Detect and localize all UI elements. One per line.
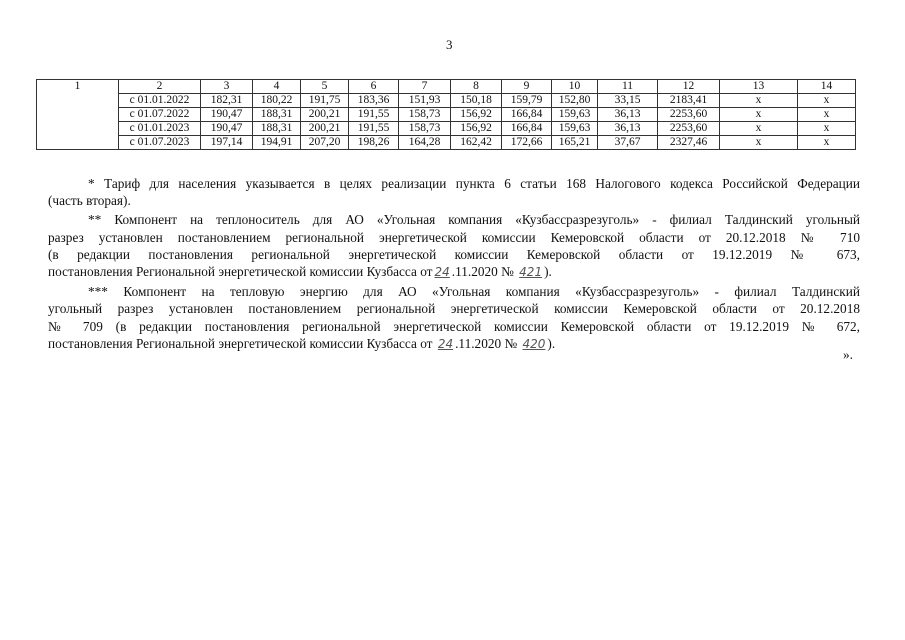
table-row [37,94,856,108]
tariff-table [36,79,856,150]
table-cell: с 01.01.2022 [119,94,201,108]
table-cell: 190,47 [201,122,253,136]
footnote-line [48,335,860,353]
table-cell: 3 [201,80,253,94]
table-cell: 158,73 [399,122,451,136]
table-cell: 2253,60 [658,122,720,136]
table-cell: 9 [502,80,552,94]
table-cell: 159,63 [552,122,598,136]
table-cell: 166,84 [502,122,552,136]
table-cell: 10 [552,80,598,94]
table-cell: 191,55 [349,108,399,122]
table-cell: 37,67 [598,136,658,150]
table-cell: x [798,122,856,136]
table-cell [37,122,119,136]
table-cell: 7 [399,80,451,94]
table-cell: 36,13 [598,122,658,136]
footnote-2 [48,211,860,281]
table-cell: 197,14 [201,136,253,150]
table-cell: 2327,46 [658,136,720,150]
table-cell: 198,26 [349,136,399,150]
table-cell [37,108,119,122]
table-cell: 194,91 [253,136,301,150]
handwritten-number: 421 [519,265,543,280]
table-cell: 165,21 [552,136,598,150]
table-cell: 200,21 [301,108,349,122]
handwritten-day: 24 [434,265,450,280]
table-cell: 158,73 [399,108,451,122]
text: постановления Региональной энергетической комиссии Кузбасса от [48,335,433,351]
table-cell: 188,31 [253,122,301,136]
text: .11.2020 № [451,264,514,280]
table-cell: x [720,108,798,122]
table-cell [37,94,119,108]
handwritten-number: 420 [522,336,546,351]
table-cell: 156,92 [451,122,502,136]
table-cell: 172,66 [502,136,552,150]
table-cell: 151,93 [399,94,451,108]
table-cell: 12 [658,80,720,94]
text: .11.2020 № [455,335,518,351]
closing-quote: ». [843,347,853,362]
table-cell: 2253,60 [658,108,720,122]
footnote-line: (в редакции постановления региональной энергетической комиссии Кемеровской области от 19.12.2019 № 673, [48,246,860,262]
table-cell: 36,13 [598,108,658,122]
footnote-line: разрез установлен постановлением региональной энергетической комиссии Кемеровской области от 20.12.2018 № 710 [48,229,860,245]
footnote-3 [48,283,860,353]
table-cell: 8 [451,80,502,94]
table-cell: с 01.01.2023 [119,122,201,136]
table-header-row [37,80,856,94]
footnotes [48,175,860,353]
table-cell: 200,21 [301,122,349,136]
table-cell: x [720,94,798,108]
footnote-line [48,263,860,281]
table-cell: 2 [119,80,201,94]
table-cell: 150,18 [451,94,502,108]
table-cell: 6 [349,80,399,94]
table-cell: 5 [301,80,349,94]
table-cell: 166,84 [502,108,552,122]
page-number: 3 [446,37,453,52]
footnote-line: * Тариф для населения указывается в целях реализации пункта 6 статьи 168 Налогового кодекса Российской Федерации [88,176,860,191]
table-cell: 207,20 [301,136,349,150]
table-cell: 33,15 [598,94,658,108]
table-cell [37,136,119,150]
table-cell: 190,47 [201,108,253,122]
text: ). [547,335,556,351]
table-row [37,108,856,122]
table-cell: 14 [798,80,856,94]
table-row [37,136,856,150]
text: постановления Региональной энергетической комиссии Кузбасса от [48,264,433,280]
table-cell: 156,92 [451,108,502,122]
table-cell: x [798,108,856,122]
table-cell: x [720,136,798,150]
table-cell: 1 [37,80,119,94]
footnote-line: угольный разрез установлен постановлением региональной энергетической комиссии Кемеровской области от 20.12.2018 [48,301,860,317]
footnote-1 [48,175,860,209]
table-cell: 182,31 [201,94,253,108]
footnote-line: ** Компонент на теплоноситель для АО «Угольная компания «Кузбассразрезуголь» - филиал Талдинский угольный [88,212,860,228]
table-cell: 13 [720,80,798,94]
table-row [37,122,856,136]
table-cell: 164,28 [399,136,451,150]
table-cell: 4 [253,80,301,94]
table-cell: 162,42 [451,136,502,150]
table-cell: 159,79 [502,94,552,108]
table-cell: 191,75 [301,94,349,108]
table-cell: 11 [598,80,658,94]
text: ). [544,264,552,280]
table-cell: x [720,122,798,136]
table-cell: x [798,136,856,150]
table-cell: 159,63 [552,108,598,122]
handwritten-day: 24 [437,336,454,351]
table-cell: с 01.07.2023 [119,136,201,150]
table-cell: 188,31 [253,108,301,122]
table-cell: 191,55 [349,122,399,136]
table-cell: 152,80 [552,94,598,108]
table-cell: 180,22 [253,94,301,108]
table-cell: 2183,41 [658,94,720,108]
footnote-line: *** Компонент на тепловую энергию для АО «Угольная компания «Кузбассразрезуголь» - филиал Талдинский [88,284,860,300]
table-cell: с 01.07.2022 [119,108,201,122]
footnote-line: (часть вторая). [48,193,131,209]
table-cell: 183,36 [349,94,399,108]
footnote-line: № 709 (в редакции постановления региональной энергетической комиссии Кемеровской области от 19.12.2019 № 672, [48,318,860,334]
table-cell: x [798,94,856,108]
